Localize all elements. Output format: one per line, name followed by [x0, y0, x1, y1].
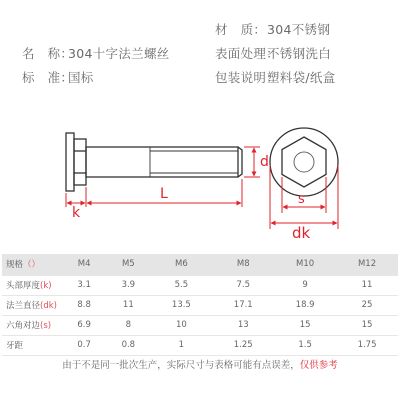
label-dk: dk	[292, 224, 311, 242]
table-cell: 15	[274, 315, 336, 335]
material-value: 304不锈钢	[267, 22, 331, 37]
name-value: 304十字法兰螺丝	[68, 46, 170, 61]
header-label-cell: 规格（）	[2, 254, 62, 275]
disclaimer-note	[0, 357, 400, 371]
table-row	[2, 315, 398, 335]
name-label: 名 称：	[22, 46, 74, 61]
material-line	[215, 20, 330, 38]
row-label: 法兰直径(dk)	[2, 295, 62, 315]
column-header: M8	[212, 254, 274, 275]
table-cell: 7.5	[212, 275, 274, 295]
table-cell: 1.25	[212, 335, 274, 355]
name-line	[22, 44, 170, 62]
surface-value: 不锈钢洗白	[267, 46, 332, 61]
table-row	[2, 335, 398, 355]
table-cell: 1	[150, 335, 212, 355]
packing-value: 塑料袋/纸盒	[267, 70, 336, 85]
standard-value: 国标	[68, 70, 94, 85]
table-cell: 15	[336, 315, 398, 335]
bolt-side-view	[66, 133, 242, 191]
surface-label: 表面处理：	[215, 46, 280, 61]
table-cell: 1.5	[274, 335, 336, 355]
standard-label: 标 准：	[22, 70, 74, 85]
disclaimer-text: 由于不是同一批次生产，实际尺寸与表格可能有点误差，	[62, 360, 300, 371]
disclaimer-highlight: 仅供参考	[299, 360, 338, 371]
table-cell: 5.5	[150, 275, 212, 295]
table-cell: 0.8	[106, 335, 150, 355]
table-cell: 3.1	[62, 275, 106, 295]
row-label: 牙距	[2, 335, 62, 355]
flange-circle	[270, 128, 338, 196]
table-cell: 17.1	[212, 295, 274, 315]
shank-shape	[86, 147, 238, 177]
column-header: M6	[150, 254, 212, 275]
table-cell: 6.9	[62, 315, 106, 335]
packing-line	[215, 68, 336, 86]
column-header: M12	[336, 254, 398, 275]
material-label: 材 质：	[215, 22, 267, 37]
table-cell: 13	[212, 315, 274, 335]
packing-label: 包装说明：	[215, 70, 280, 85]
table-cell: 9	[274, 275, 336, 295]
row-label: 头部厚度(k)	[2, 275, 62, 295]
table-cell: 8.8	[62, 295, 106, 315]
column-header: M4	[62, 254, 106, 275]
table-cell: 18.9	[274, 295, 336, 315]
table-cell: 1.75	[336, 335, 398, 355]
surface-line	[215, 44, 331, 62]
table-cell: 8	[106, 315, 150, 335]
table-cell: 0.7	[62, 335, 106, 355]
flange-shape	[66, 133, 74, 191]
table-cell: 3.9	[106, 275, 150, 295]
bolt-end-view	[270, 128, 338, 196]
table-header-row	[2, 254, 398, 275]
column-header: M10	[274, 254, 336, 275]
table-row	[2, 295, 398, 315]
table-cell: 13.5	[150, 295, 212, 315]
spec-table	[2, 254, 398, 356]
label-L: L	[160, 186, 168, 202]
standard-line	[22, 68, 94, 86]
column-header: M5	[106, 254, 150, 275]
head-shape	[74, 139, 86, 185]
label-k: k	[72, 205, 81, 221]
table-cell: 10	[150, 315, 212, 335]
table-cell: 11	[106, 295, 150, 315]
label-d: d	[260, 154, 269, 170]
row-label: 六角对边(s)	[2, 315, 62, 335]
table-cell: 25	[336, 295, 398, 315]
bolt-diagram	[0, 95, 400, 245]
label-s: s	[298, 192, 305, 207]
hex-head	[282, 137, 326, 187]
table-cell: 11	[336, 275, 398, 295]
table-row	[2, 275, 398, 295]
